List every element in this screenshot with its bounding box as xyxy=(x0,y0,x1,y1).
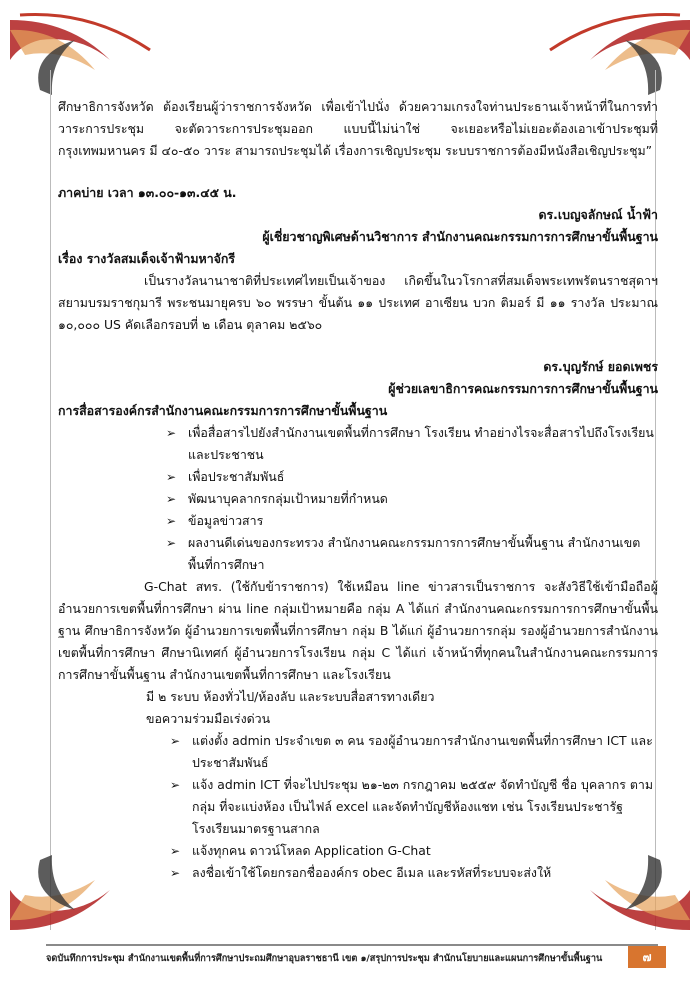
page-number: ๗ xyxy=(628,946,666,968)
request-line: ขอความร่วมมือเร่งด่วน xyxy=(146,711,271,726)
list-item: ➢ ข้อมูลข่าวสาร xyxy=(58,510,658,532)
arrow-bullet-icon: ➢ xyxy=(166,470,177,484)
footer-divider xyxy=(46,944,658,946)
paragraph-award: เป็นรางวัลนานาชาติที่ประเทศไทยเป็นเจ้าของ เกิดขึ้นในวโรกาสที่สมเด็จพระเทพรัตนราชสุดาฯ สยามบรมราชกุมารี พระชนมายุครบ ๖๐ พรรษา ขั้นต้น ๑๑ ประเทศ อาเซียน บวก ติมอร์ มี ๑๑ รางวัล ประมาณ ๑๐,๐๐๐ US คัดเลือกรอบที่ ๒ เดือน ตุลาคม ๒๕๖๐ xyxy=(58,273,658,332)
bullet-list-actions xyxy=(58,730,658,884)
frame-left-line xyxy=(50,70,51,930)
list-item: ➢ แต่งตั้ง admin ประจำเขต ๓ คน รองผู้อำนวยการสำนักงานเขตพื้นที่การศึกษา ICT และประชาสัมพันธ์ xyxy=(58,730,658,774)
paragraph-meeting-note: ศึกษาธิการจังหวัด ต้องเรียนผู้ว่าราชการจังหวัด เพื่อเข้าไปนั่ง ด้วยความเกรงใจท่านประธานเจ้าหน้าที่ในการทำวาระการประชุม จะตัดวาระการประชุมออก แบบนี้ไม่น่าใช่ จะเยอะหรือไม่เยอะต้องเอาเข้าประชุมที่กรุงเทพมหานคร มี ๔๐-๕๐ วาระ สามารถประชุมได้ เรื่องการเชิญประชุม ระบบราชการต้องมีหนังสือเชิญประชุม” xyxy=(58,99,658,158)
speaker-name: ดร.เบญจลักษณ์ น้ำฟ้า xyxy=(538,207,658,222)
topic-heading: เรื่อง รางวัลสมเด็จเจ้าฟ้ามหาจักรี xyxy=(58,251,236,266)
arrow-bullet-icon: ➢ xyxy=(170,734,181,748)
arrow-bullet-icon: ➢ xyxy=(170,844,181,858)
decorative-frame-top xyxy=(0,0,700,110)
list-item: ➢ ผลงานดีเด่นของกระทรวง สำนักงานคณะกรรมการการศึกษาขั้นพื้นฐาน สำนักงานเขตพื้นที่การศึกษา xyxy=(58,532,658,576)
list-item: ➢ เพื่อประชาสัมพันธ์ xyxy=(58,466,658,488)
systems-line: มี ๒ ระบบ ห้องทั่วไป/ห้องลับ และระบบสื่อสารทางเดียว xyxy=(146,689,435,704)
bullet-list-purposes xyxy=(58,422,658,576)
arrow-bullet-icon: ➢ xyxy=(170,866,181,880)
topic-heading: การสื่อสารองค์กรสำนักงานคณะกรรมการการศึกษาขั้นพื้นฐาน xyxy=(58,403,388,418)
list-item: ➢ แจ้ง admin ICT ที่จะไปประชุม ๒๑-๒๓ กรกฎาคม ๒๕๕๙ จัดทำบัญชี ชื่อ บุคลากร ตามกลุ่ม ที่จะแบ่งห้อง เป็นไฟล์ excel และจัดทำบัญชีห้องแชท เช่น โรงเรียนประชารัฐ โรงเรียนมาตรฐานสากล xyxy=(58,774,658,840)
arrow-bullet-icon: ➢ xyxy=(166,426,177,440)
arrow-bullet-icon: ➢ xyxy=(166,536,177,550)
list-item: ➢ แจ้งทุกคน ดาวน์โหลด Application G-Chat xyxy=(58,840,658,862)
list-item: ➢ พัฒนาบุคลากรกลุ่มเป้าหมายที่กำหนด xyxy=(58,488,658,510)
speaker-title: ผู้ช่วยเลขาธิการคณะกรรมการการศึกษาขั้นพื้นฐาน xyxy=(388,381,658,396)
speaker-name: ดร.บุญรักษ์ ยอดเพชร xyxy=(543,359,658,374)
list-item: ➢ เพื่อสื่อสารไปยังสำนักงานเขตพื้นที่การศึกษา โรงเรียน ทำอย่างไรจะสื่อสารไปถึงโรงเรียนและประชาชน xyxy=(58,422,658,466)
speaker-title: ผู้เชี่ยวชาญพิเศษด้านวิชาการ สำนักงานคณะกรรมการการศึกษาขั้นพื้นฐาน xyxy=(262,229,658,244)
arrow-bullet-icon: ➢ xyxy=(170,778,181,792)
paragraph-gchat: G-Chat สทร. (ใช้กับข้าราชการ) ใช้เหมือน line ข่าวสารเป็นราชการ จะสังวิธีใช้เข้ามือถือผู้อำนวยการเขตพื้นที่การศึกษา ผ่าน line กลุ่มเป้าหมายคือ กลุ่ม A ได้แก่ สำนักงานคณะกรรมการการศึกษาขั้นพื้นฐาน ศึกษาธิการจังหวัด ผู้อำนวยการเขตพื้นที่การศึกษา กลุ่ม B ได้แก่ ผู้อำนวยการกลุ่ม รองผู้อำนวยการสำนักงานเขตพื้นที่การศึกษา ศึกษานิเทศก์ ผู้อำนวยการโรงเรียน กลุ่ม C ได้แก่ เจ้าหน้าที่ทุกคนในสำนักงานคณะกรรมการการศึกษาขั้นพื้นฐาน สำนักงานเขตพื้นที่การศึกษา และโรงเรียน xyxy=(58,579,658,682)
arrow-bullet-icon: ➢ xyxy=(166,492,177,506)
list-item: ➢ ลงชื่อเข้าใช้โดยกรอกชื่อองค์กร obec อีเมล และรหัสที่ระบบจะส่งให้ xyxy=(58,862,658,884)
footer-text: จดบันทึกการประชุม สำนักงานเขตพื้นที่การศึกษาประถมศึกษาอุบลราชธานี เขต ๑/สรุปการประชุม สำนักนโยบายและแผนการศึกษาขั้นพื้นฐาน xyxy=(46,953,603,964)
arrow-bullet-icon: ➢ xyxy=(166,514,177,528)
session-heading: ภาคบ่าย เวลา ๑๓.๐๐-๑๓.๔๕ น. xyxy=(58,185,237,200)
document-body xyxy=(58,96,658,884)
